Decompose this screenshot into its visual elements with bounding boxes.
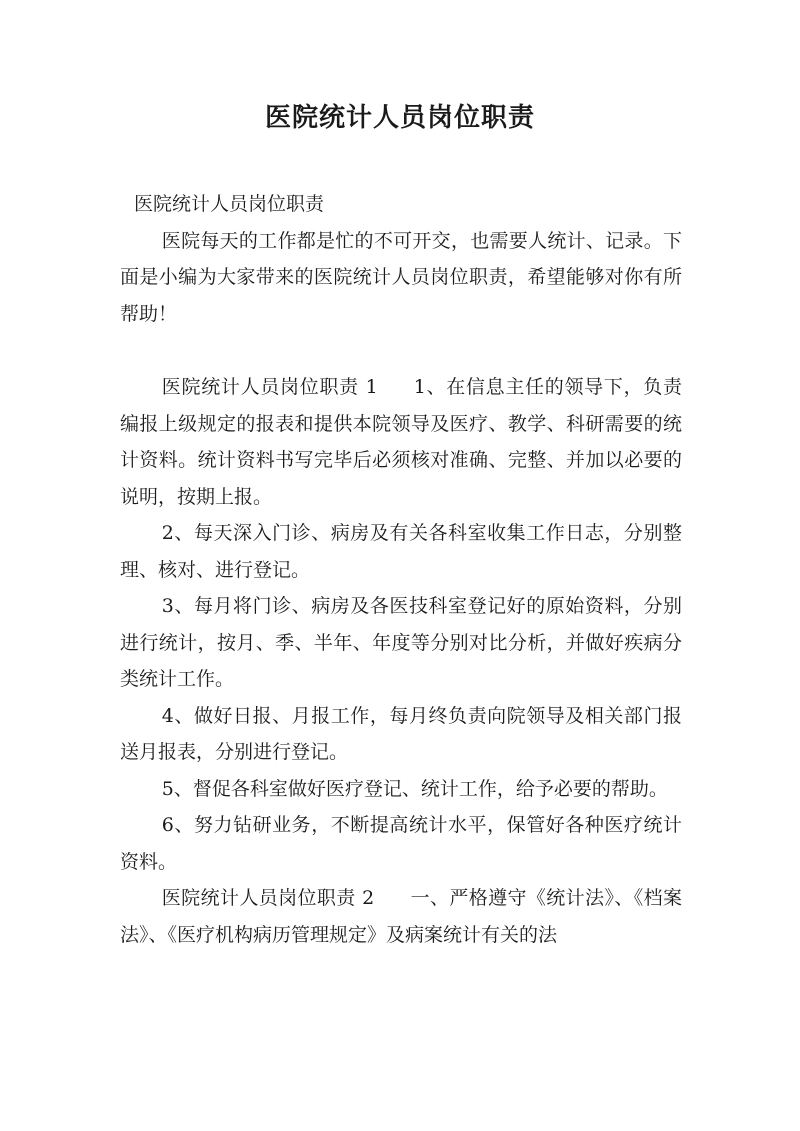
section-1-item-3: 3、每月将门诊、病房及各医技科室登记好的原始资料，分别进行统计，按月、季、半年、年度等分别对比分析，并做好疾病分类统计工作。 [120,595,682,690]
section-1-item-6: 6、努力钻研业务，不断提高统计水平，保管好各种医疗统计资料。 [120,814,682,873]
document-subtitle: 医院统计人员岗位职责 [134,193,325,215]
section-2-paragraph [120,880,682,953]
document-title: 医院统计人员岗位职责 [264,103,535,133]
section-2-item-1: 一、严格遵守《统计法》、《档案法》、《医疗机构病历管理规定》及病案统计有关的法 [120,887,682,946]
section-2-heading: 医院统计人员岗位职责 2 [161,887,375,909]
section-1-item-1: 1、在信息主任的领导下，负责编报上级规定的报表和提供本院领导及医疗、教学、科研需要的统计资料。统计资料书写完毕后必须核对准确、完整、并加以必要的说明，按期上报。 [120,376,682,508]
section-1-paragraph [120,369,682,515]
section-1-heading: 医院统计人员岗位职责 1 [161,376,378,398]
section-1-item-2: 2、每天深入门诊、病房及有关各科室收集工作日志，分别整理、核对、进行登记。 [120,522,682,581]
document-body [120,186,682,953]
section-1-item-5: 5、督促各科室做好医疗登记、统计工作，给予必要的帮助。 [161,777,668,800]
intro-paragraph: 医院每天的工作都是忙的不可开交，也需要人统计、记录。下面是小编为大家带来的医院统计人员岗位职责，希望能够对你有所帮助！ [120,229,682,325]
section-1-item-4: 4、做好日报、月报工作，每月终负责向院领导及相关部门报送月报表，分别进行登记。 [120,704,682,763]
